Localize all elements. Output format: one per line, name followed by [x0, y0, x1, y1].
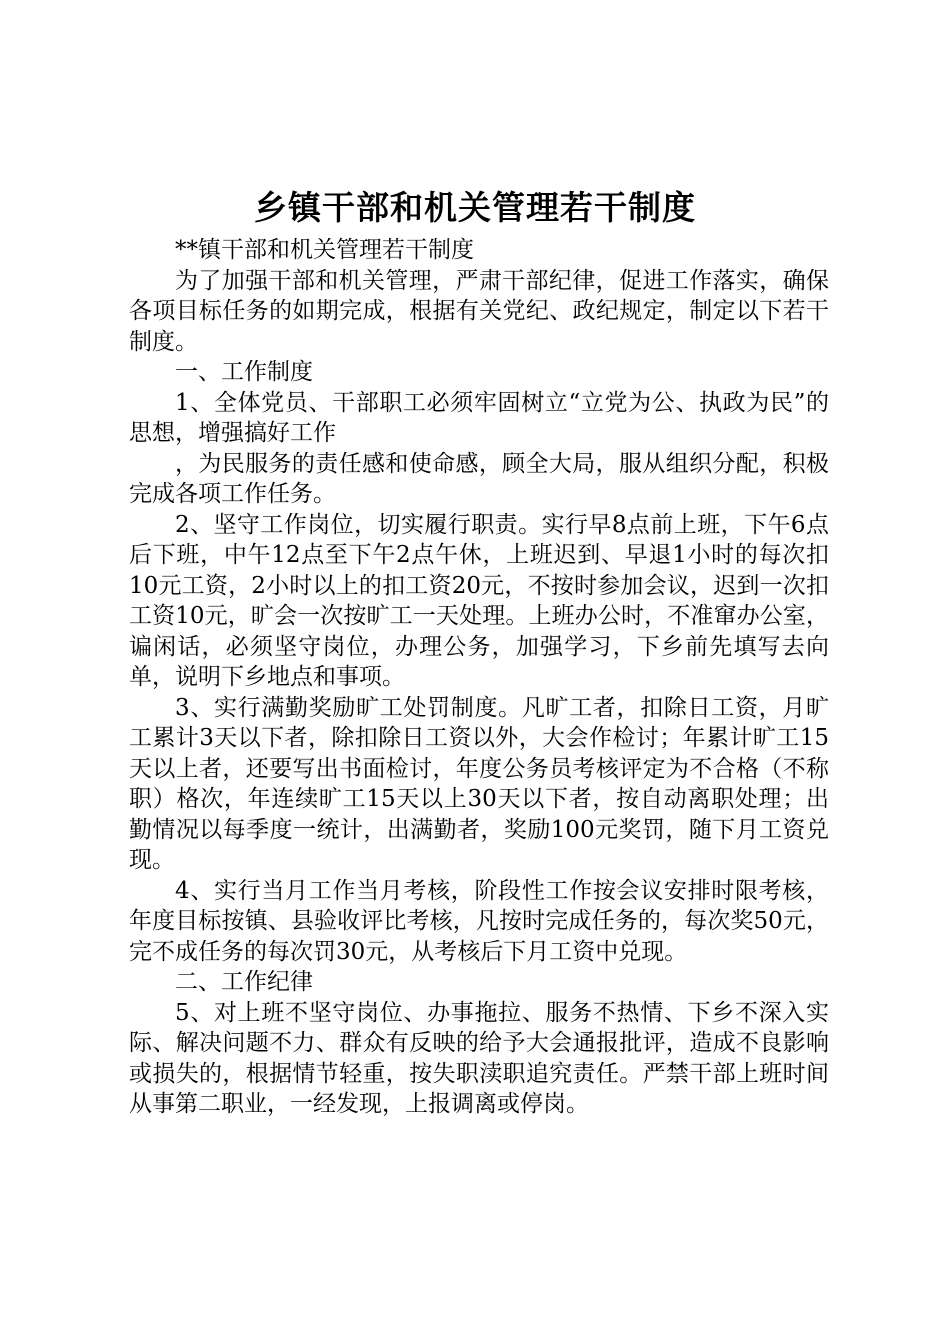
- clause-1-continuation: ，为民服务的责任感和使命感，顾全大局，服从组织分配，积极完成各项工作任务。: [129, 450, 829, 507]
- document-title: 乡镇干部和机关管理若干制度: [254, 188, 696, 227]
- document-body: [129, 235, 829, 1120]
- clause-2-paragraph: 2、坚守工作岗位，切实履行职责。实行早8点前上班，下午6点后下班，中午12点至下午2点午休，上班迟到、早退1小时的每次扣10元工资，2小时以上的扣工资20元，不按时参加会议，迟到一次扣工资10元，旷会一次按旷工一天处理。上班办公时，不准窜办公室，谝闲话，必须坚守岗位，办理公务，加强学习，下乡前先填写去向单，说明下乡地点和事项。: [129, 511, 829, 690]
- clause-4-paragraph: 4、实行当月工作当月考核，阶段性工作按会议安排时限考核，年度目标按镇、县验收评比考核，凡按时完成任务的，每次奖50元，完不成任务的每次罚30元，从考核后下月工资中兑现。: [129, 877, 829, 965]
- subtitle-paragraph: **镇干部和机关管理若干制度: [175, 237, 474, 263]
- clause-1-paragraph: 1、全体党员、干部职工必须牢固树立“立党为公、执政为民”的思想，增强搞好工作: [129, 389, 829, 446]
- clause-5-paragraph: 5、对上班不坚守岗位、办事拖拉、服务不热情、下乡不深入实际、解决问题不力、群众有反映的给予大会通报批评，造成不良影响或损失的，根据情节轻重，按失职渎职追究责任。严禁干部上班时间从事第二职业，一经发现，上报调离或停岗。: [129, 999, 829, 1117]
- intro-paragraph: 为了加强干部和机关管理，严肃干部纪律，促进工作落实，确保各项目标任务的如期完成，根据有关党纪、政纪规定，制定以下若干制度。: [129, 267, 829, 355]
- clause-3-paragraph: 3、实行满勤奖励旷工处罚制度。凡旷工者，扣除日工资，月旷工累计3天以下者，除扣除日工资以外，大会作检讨；年累计旷工15天以上者，还要写出书面检讨，年度公务员考核评定为不合格（不称职）格次，年连续旷工15天以上30天以下者，按自动离职处理；出勤情况以每季度一统计，出满勤者，奖励100元奖罚，随下月工资兑现。: [129, 694, 829, 873]
- section-heading-work-system: 一、工作制度: [175, 359, 313, 385]
- section-heading-work-discipline: 二、工作纪律: [175, 969, 313, 995]
